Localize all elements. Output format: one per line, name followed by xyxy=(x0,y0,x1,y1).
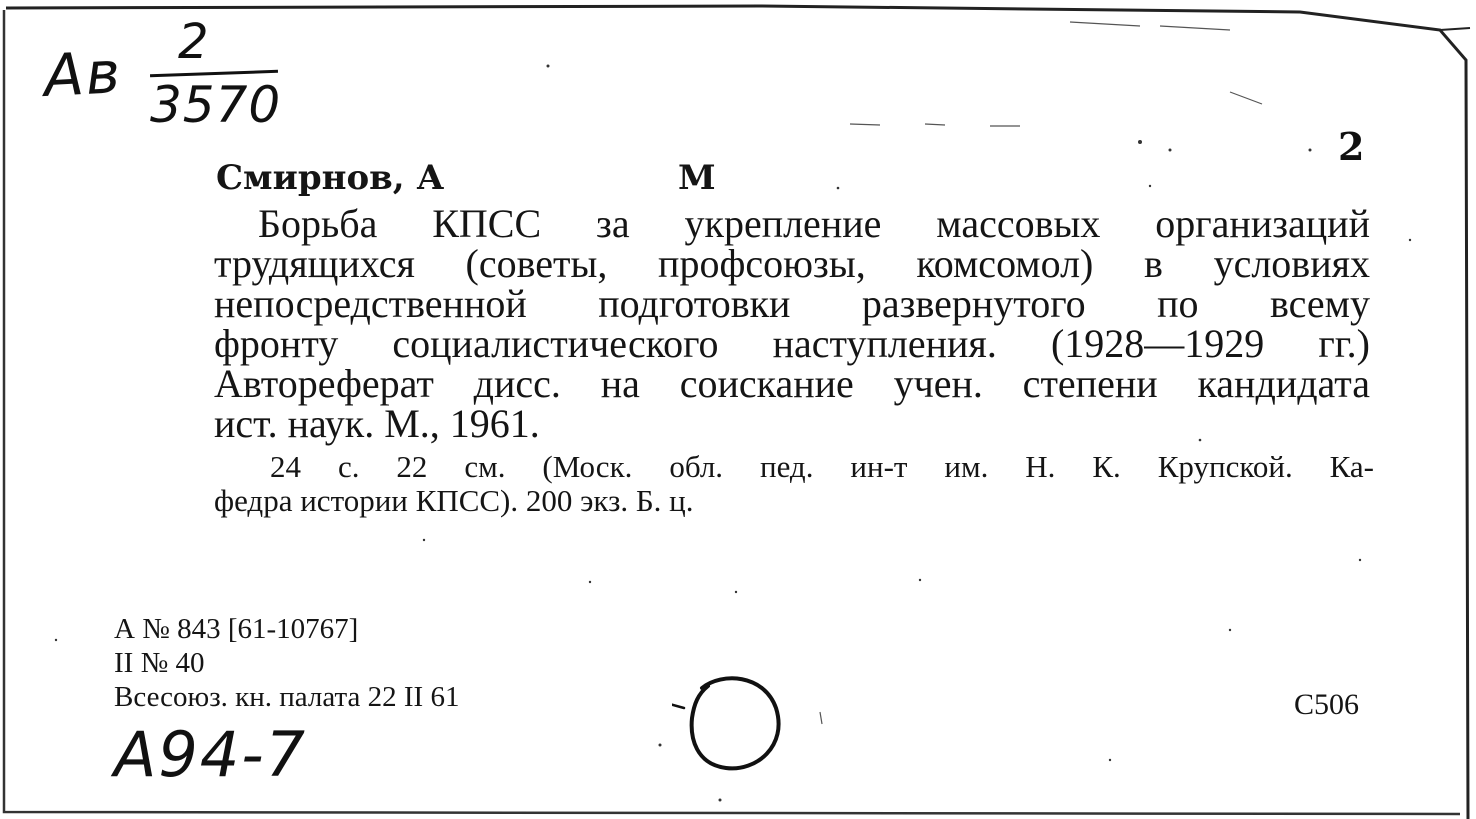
registry-block xyxy=(114,612,459,714)
handwritten-circle-mark xyxy=(672,668,792,776)
title-line: трудящихся (советы, профсоюзы, комсомол) в условиях xyxy=(214,241,1370,286)
title-line: Автореферат дисс. на соискание учен. степени кандидата xyxy=(214,361,1370,406)
description-line: федра истории КПСС). 200 экз. Б. ц. xyxy=(214,483,694,518)
registry-line: Всесоюз. кн. палата 22 II 61 xyxy=(114,681,460,713)
handwritten-bottom-code: А94-7 xyxy=(114,718,308,791)
registry-line: II № 40 xyxy=(114,647,205,679)
registry-code: С506 xyxy=(1294,688,1360,721)
card-number: 2 xyxy=(1338,124,1365,169)
handwritten-call-prefix: Ав xyxy=(42,38,124,110)
author-surname: Смирнов, А xyxy=(216,158,445,198)
title-line: ист. наук. М., 1961. xyxy=(214,401,540,446)
fraction-denominator: 3570 xyxy=(150,76,282,134)
physical-description xyxy=(214,450,1374,518)
description-line: 24 с. 22 см. (Моск. обл. пед. ин-т им. Н. К. Крупской. Ка- xyxy=(270,449,1374,484)
handwritten-call-fraction xyxy=(150,14,300,134)
title-line: непосредственной подготовки развернутого по всему xyxy=(214,281,1370,326)
title-line: фронту социалистического наступления. (1928—1929 гг.) xyxy=(214,321,1370,366)
fraction-numerator: 2 xyxy=(178,14,209,70)
author-initial: М xyxy=(678,158,716,198)
title-block xyxy=(214,201,1370,446)
registry-line: А № 843 [61-10767] xyxy=(114,613,359,645)
title-line: Борьба КПСС за укрепление массовых организаций xyxy=(258,201,1370,246)
